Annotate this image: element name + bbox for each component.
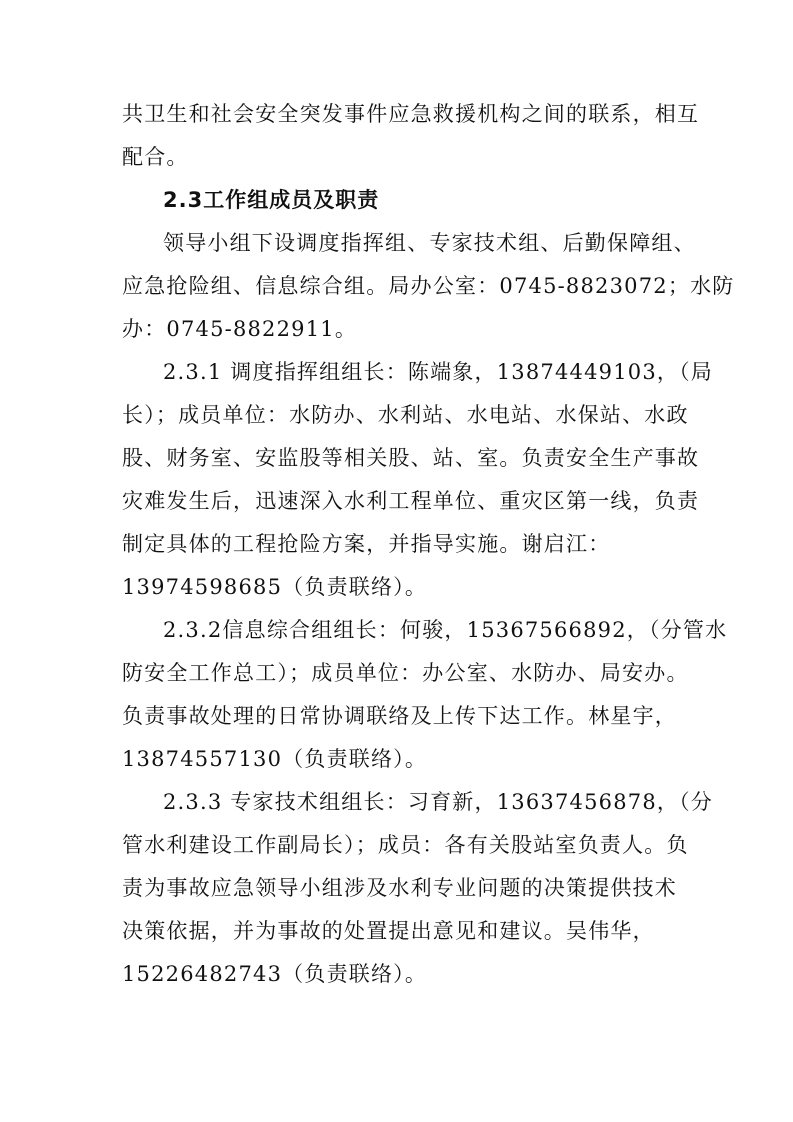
- paragraph-line: 领导小组下设调度指挥组、专家技术组、后勤保障组、: [163, 231, 696, 255]
- paragraph-line: 2.3.2信息综合组组长：何骏，15367566892，（分管水: [163, 618, 728, 642]
- paragraph-line: 2.3.1 调度指挥组组长：陈端象，13874449103，（局: [163, 360, 713, 384]
- paragraph-line: 办：0745-8822911。: [122, 317, 358, 341]
- paragraph-line: 共卫生和社会安全突发事件应急救援机构之间的联系，相互: [122, 102, 700, 126]
- paragraph-line: 长）；成员单位：水防办、水利站、水电站、水保站、水政: [122, 403, 689, 427]
- paragraph-line: 制定具体的工程抢险方案，并指导实施。谢启江：: [122, 532, 611, 556]
- paragraph-line: 13974598685（负责联络）。: [122, 575, 428, 599]
- paragraph-line: 13874557130（负责联络）。: [122, 747, 428, 771]
- paragraph-line: 管水利建设工作副局长）；成员：各有关股站室负责人。负: [122, 833, 689, 857]
- section-heading: 2.3工作组成员及职责: [163, 188, 380, 212]
- paragraph-line: 应急抢险组、信息综合组。局办公室：0745-8823072；水防: [122, 274, 735, 298]
- paragraph-line: 15226482743（负责联络）。: [122, 962, 428, 986]
- paragraph-line: 决策依据，并为事故的处置提出意见和建议。吴伟华，: [122, 919, 655, 943]
- paragraph-line: 负责事故处理的日常协调联络及上传下达工作。林星宇，: [122, 704, 677, 728]
- paragraph-line: 责为事故应急领导小组涉及水利专业问题的决策提供技术: [122, 876, 677, 900]
- paragraph-line: 2.3.3 专家技术组组长：习育新，13637456878，（分: [163, 790, 713, 814]
- paragraph-line: 股、财务室、安监股等相关股、站、室。负责安全生产事故: [122, 446, 700, 470]
- paragraph-line: 灾难发生后，迅速深入水利工程单位、重灾区第一线，负责: [122, 489, 700, 513]
- paragraph-line: 配合。: [122, 145, 189, 169]
- paragraph-line: 防安全工作总工）；成员单位：办公室、水防办、局安办。: [122, 661, 689, 685]
